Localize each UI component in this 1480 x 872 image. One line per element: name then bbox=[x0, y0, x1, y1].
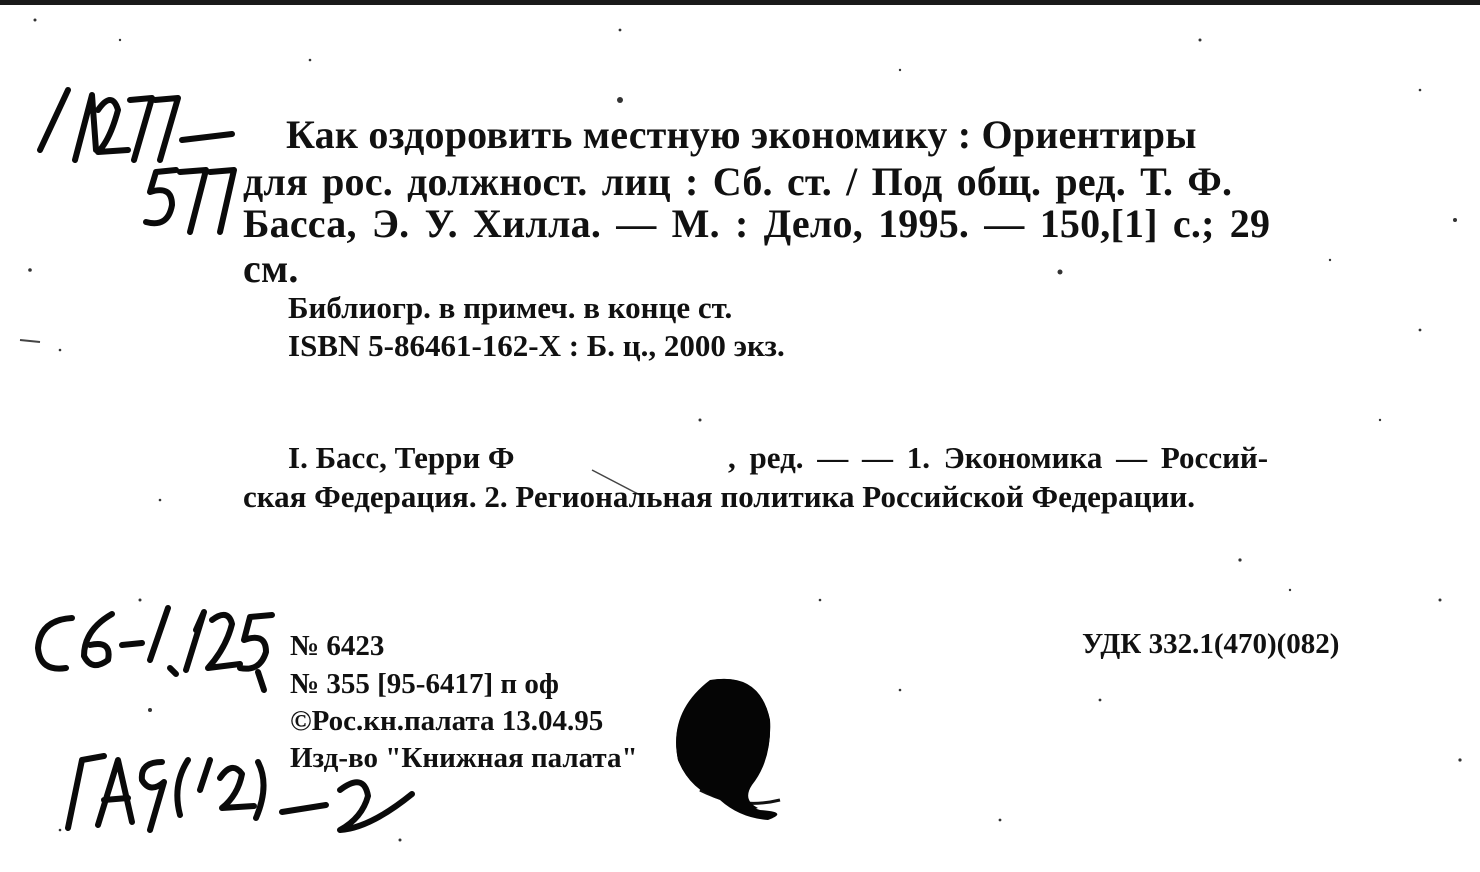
title-line-3: Басса, Э. У. Хилла. — М. : Дело, 1995. — 150,[1] с.; 29 bbox=[243, 201, 1271, 246]
record-number: № 6423 bbox=[290, 630, 385, 662]
tracing-line-2: ская Федерация. 2. Региональная политика Российской Федерации. bbox=[243, 479, 1196, 514]
title-line-2: для рос. должност. лиц : Сб. ст. / Под общ. ред. Т. Ф. bbox=[243, 159, 1233, 204]
publisher-line: Изд-во "Книжная палата" bbox=[290, 742, 638, 774]
title-line-4: см. bbox=[243, 246, 299, 291]
tracing-line-1-right: , ред. — — 1. Экономика — Россий- bbox=[728, 440, 1269, 475]
registration-number: № 355 [95-6417] п оф bbox=[290, 668, 559, 700]
bibliography-note: Библиогр. в примеч. в конце ст. bbox=[288, 290, 733, 325]
copyright-line: ©Рос.кн.палата 13.04.95 bbox=[290, 705, 604, 737]
title-line-1: Как оздоровить местную экономику : Ориентиры bbox=[286, 112, 1197, 157]
tracing-line-1-left: I. Басс, Терри Ф bbox=[288, 440, 515, 475]
udc-code: УДК 332.1(470)(082) bbox=[1082, 628, 1340, 660]
isbn-line: ISBN 5-86461-162-X : Б. ц., 2000 экз. bbox=[288, 328, 785, 363]
